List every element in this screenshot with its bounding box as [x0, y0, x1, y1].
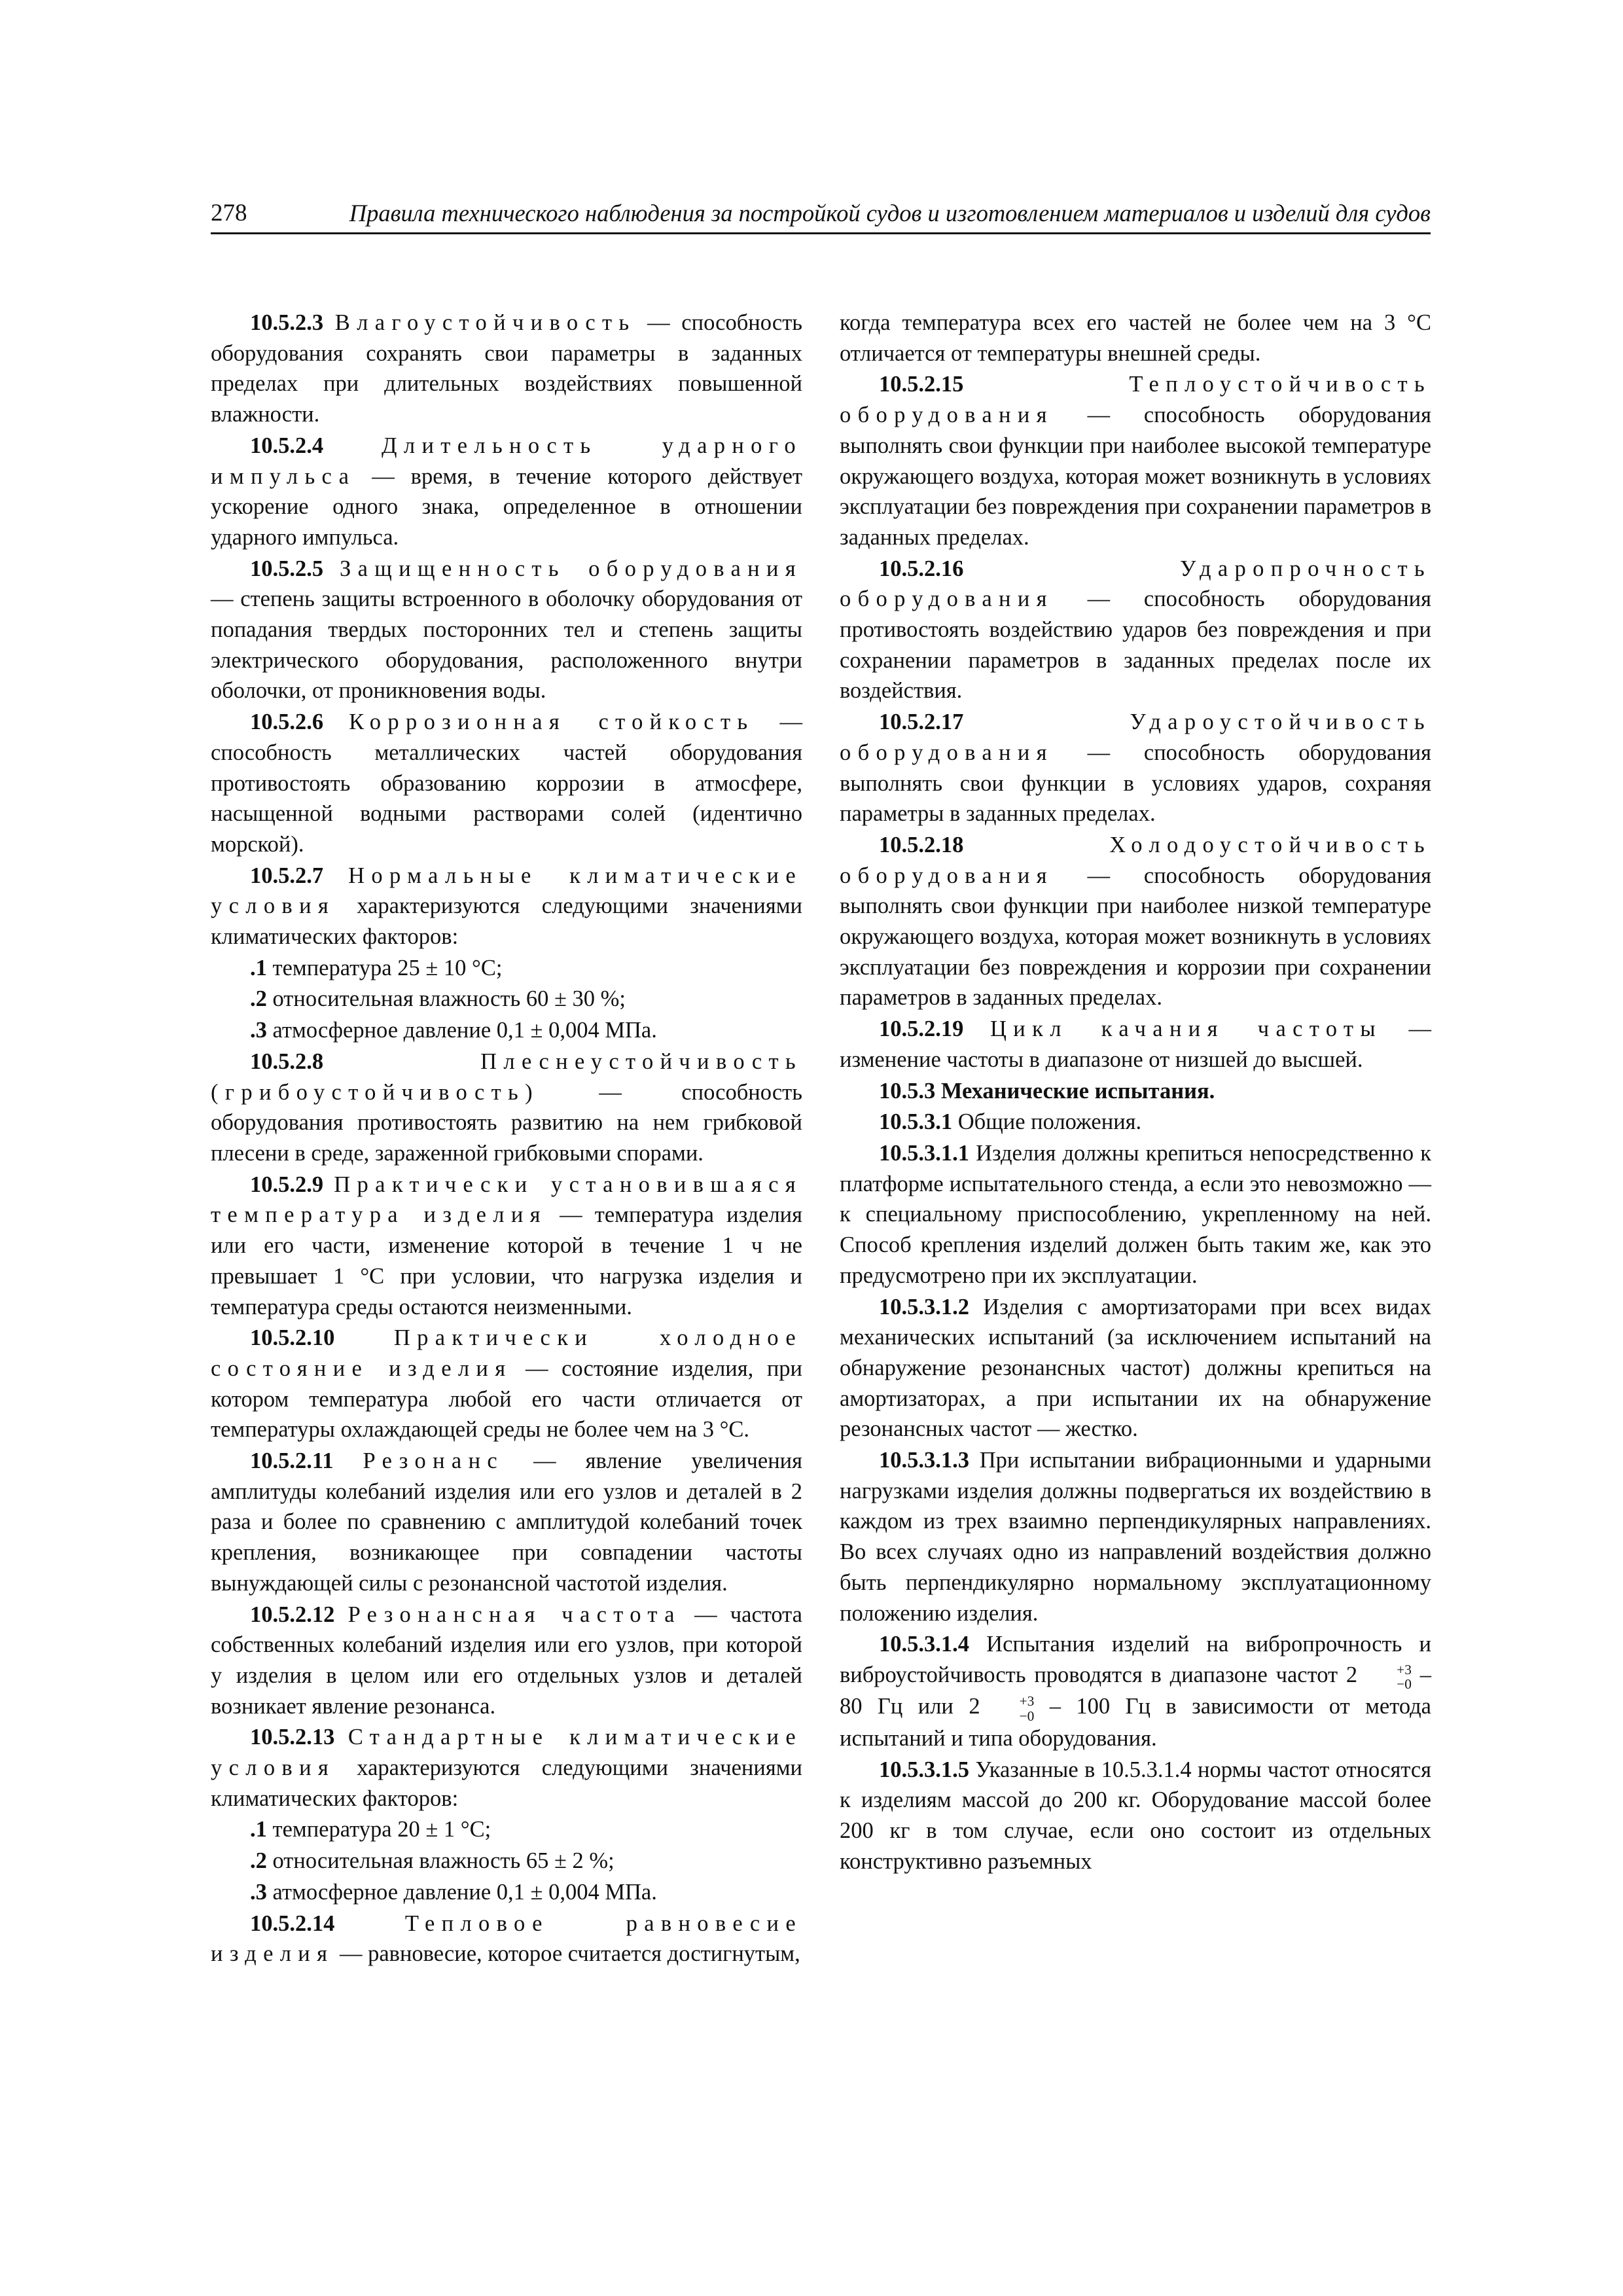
clause-number: 10.5.2.11 — [250, 1448, 334, 1474]
paragraph — [840, 1014, 1431, 1075]
defined-term: Стандартные климатические условия — [211, 1725, 802, 1781]
clause-text: — способность оборудования сохранять свои параметры в заданных пределах при длительных воздействиях повышенной влажности. — [211, 310, 802, 427]
section-heading: 10.5.3 Механические испытания. — [879, 1078, 1215, 1103]
clause-number: 10.5.2.5 — [250, 556, 324, 581]
right-column — [840, 308, 1431, 1878]
formula-upper: +3 — [1019, 1693, 1035, 1710]
clause-text: Испытания изделий на вибропрочность и виброустойчивость проводятся в диапазоне частот — [840, 1632, 1431, 1687]
clause-number: 10.5.2.3 — [250, 310, 324, 335]
paragraph — [211, 707, 802, 860]
clause-number: .2 — [250, 1848, 267, 1874]
clause-number: 10.5.2.16 — [879, 556, 964, 581]
clause-text: — способность металлических частей оборудования противостоять образованию коррозии в атмосфере, насыщенной водными растворами солей (идентично морской). — [211, 709, 802, 857]
clause-number: 10.5.3.1.3 — [879, 1448, 969, 1473]
clause-number: .1 — [250, 955, 267, 980]
page-header — [211, 196, 1431, 236]
clause-text: — способность оборудования противостоять воздействию ударов без повреждения и при сохранении параметров в заданных пределах после их воздействия. — [840, 586, 1431, 704]
paragraph — [840, 369, 1431, 552]
formula-lower: −0 — [1019, 1708, 1035, 1724]
paragraph — [211, 1877, 802, 1908]
formula-text: – 80 Гц или — [840, 1662, 1432, 1719]
formula-base: 2 — [969, 1694, 980, 1719]
header-rule — [211, 232, 1431, 234]
clause-number: 10.5.2.18 — [879, 832, 964, 857]
clause-text: когда температура всех его частей не более чем на 3 °С отличается от температуры внешней среды. — [840, 310, 1431, 366]
running-title: Правила технического наблюдения за постройкой судов и изготовлением материалов и изделий для судов — [349, 200, 1431, 226]
formula-upper: +3 — [1397, 1661, 1412, 1677]
defined-term: Плеснеустойчивость (грибоустойчивость) — [211, 1049, 802, 1105]
clause-text: — состояние изделия, при котором температура любой его части отличается от температуры охлаждающей среды не более чем на 3 °С. — [211, 1355, 802, 1443]
clause-text: Общие положения. — [952, 1109, 1142, 1135]
defined-term: Цикл качания частоты — [990, 1016, 1382, 1042]
formula-text: – 100 Гц в зависимости от метода испытаний и типа оборудования. — [840, 1694, 1431, 1751]
paragraph — [840, 1138, 1431, 1291]
defined-term: Влагоустойчивость — [334, 310, 636, 335]
clause-number: 10.5.2.6 — [250, 709, 324, 735]
left-column — [211, 308, 802, 1970]
clause-number: .3 — [250, 1018, 267, 1043]
paragraph — [840, 830, 1431, 1013]
paragraph — [211, 984, 802, 1014]
paragraph — [211, 1047, 802, 1169]
paragraph — [211, 1814, 802, 1845]
clause-number: 10.5.2.9 — [250, 1172, 324, 1197]
formula-limits — [1357, 1662, 1412, 1692]
clause-number: 10.5.2.13 — [250, 1725, 335, 1750]
clause-text: Изделия должны крепиться непосредственно к платформе испытательного стенда, а если это невозможно — к специальному приспособлению, укрепленному на ней. Способ крепления изделий должен быть таким же, как это предусмотрено при их эксплуатации. — [840, 1140, 1431, 1288]
clause-number: 10.5.3.1 — [879, 1109, 953, 1135]
defined-term: Резонансная частота — [348, 1602, 681, 1627]
clause-number: .2 — [250, 986, 267, 1012]
paragraph — [840, 1292, 1431, 1445]
paragraph — [211, 1600, 802, 1722]
clause-text: характеризуются следующими значениями климатических факторов: — [211, 893, 802, 950]
clause-text: — равновесие, которое считается достигнутым, — [334, 1941, 800, 1967]
clause-text: атмосферное давление 0,1 ± 0,004 МПа. — [266, 1879, 657, 1905]
formula-limits — [980, 1694, 1035, 1723]
paragraph — [211, 1909, 802, 1969]
clause-number: 10.5.3.1.1 — [879, 1140, 969, 1166]
clause-text: — температура изделия или его части, изменение которой в течение 1 ч не превышает 1 °С при условии, что нагрузка изделия и температура среды остаются неизменными. — [211, 1202, 802, 1319]
paragraph — [211, 308, 802, 430]
clause-text: температура 20 ± 1 °С; — [266, 1817, 491, 1842]
clause-number: 10.5.2.10 — [250, 1325, 335, 1351]
clause-text: — способность оборудования выполнять свои функции при наиболее низкой температуре окружающего воздуха, которая может возникнуть в условиях эксплуатации без повреждения и коррозии при сохранении параметров в заданных пределах. — [840, 863, 1431, 1011]
clause-number: 10.5.3.1.5 — [879, 1757, 969, 1782]
clause-number: .1 — [250, 1817, 267, 1842]
clause-text: Изделия с амортизаторами при всех видах механических испытаний (за исключением испытаний на обнаружение резонансных частот) должны крепиться на амортизаторах, а при испытании их на обнаружение резонансных частот — жестко. — [840, 1294, 1431, 1442]
paragraph — [840, 1755, 1431, 1877]
paragraph — [211, 953, 802, 984]
clause-text: — изменение частоты в диапазоне от низшей до высшей. — [840, 1016, 1432, 1072]
clause-number: 10.5.2.14 — [250, 1910, 335, 1936]
defined-term: Удароустойчивость оборудования — [840, 709, 1431, 765]
paragraph — [840, 1445, 1431, 1628]
clause-text: — способность оборудования выполнять свои функции при наиболее высокой температуре окружающего воздуха, которая может возникнуть в условиях эксплуатации без повреждения при сохранении параметров в заданных пределах. — [840, 403, 1431, 550]
clause-number: 10.5.2.19 — [879, 1016, 964, 1042]
clause-number: .3 — [250, 1879, 267, 1905]
defined-term: Тепловое равновесие изделия — [211, 1910, 803, 1967]
defined-term: Ударопрочность оборудования — [840, 556, 1431, 612]
clause-number: 10.5.2.17 — [879, 709, 964, 735]
clause-number: 10.5.2.4 — [250, 433, 324, 458]
formula-lower: −0 — [1397, 1676, 1412, 1693]
paragraph — [840, 308, 1431, 368]
paragraph — [840, 1629, 1431, 1753]
paragraph — [211, 1446, 802, 1599]
clause-text: температура 25 ± 10 °С; — [266, 955, 503, 980]
clause-text: Указанные в 10.5.3.1.4 нормы частот относятся к изделиям массой до 200 кг. Оборудование массой более 200 кг в том случае, если оно состоит из отдельных конструктивно разъемных — [840, 1757, 1431, 1874]
defined-term: Практически установившаяся температура изделия — [211, 1172, 803, 1228]
defined-term: Длительность ударного импульса — [211, 433, 803, 489]
paragraph — [211, 554, 802, 707]
defined-term: Теплоустойчивость оборудования — [840, 372, 1431, 428]
clause-text: — способность оборудования противостоять развитию на нем грибковой плесени в среде, зараженной грибковыми спорами. — [211, 1079, 802, 1166]
defined-term: Коррозионная стойкость — [349, 709, 755, 735]
paragraph — [211, 1323, 802, 1445]
clause-number: 10.5.3.1.4 — [879, 1632, 969, 1657]
clause-text: — способность оборудования выполнять свои функции в условиях ударов, сохраняя параметры в заданных пределах. — [840, 740, 1431, 827]
clause-number: 10.5.2.8 — [250, 1049, 324, 1074]
formula-base: 2 — [1346, 1662, 1358, 1687]
page-number: 278 — [211, 200, 247, 226]
paragraph — [211, 1722, 802, 1814]
clause-text: — явление увеличения амплитуды колебаний изделия или его узлов и деталей в 2 раза и более по сравнению с амплитудой колебаний точек крепления, возникающее при совпадении частоты вынуждающей силы с резонансной частотой изделия. — [211, 1448, 802, 1596]
clause-text: характеризуются следующими значениями климатических факторов: — [211, 1755, 802, 1811]
clause-number: 10.5.2.15 — [879, 372, 964, 397]
clause-number: 10.5.3.1.2 — [879, 1294, 969, 1319]
paragraph — [840, 1107, 1431, 1138]
clause-text: — время, в течение которого действует ускорение одного знака, определенное в отношении ударного импульса. — [211, 463, 802, 550]
paragraph — [840, 1076, 1431, 1107]
clause-text: При испытании вибрационными и ударными нагрузками изделия должны подвергаться их воздействию в каждом из трех взаимно перпендикулярных направлениях. Во всех случаях одно из направлений воздействия должно быть перпендикулярно нормальному эксплуатационному положению изделия. — [840, 1448, 1431, 1626]
paragraph — [211, 861, 802, 952]
defined-term: Защищенность оборудования — [340, 556, 802, 581]
paragraph — [211, 1846, 802, 1876]
paragraph — [211, 431, 802, 553]
clause-text: относительная влажность 65 ± 2 %; — [266, 1848, 615, 1874]
defined-term: Резонанс — [363, 1448, 505, 1474]
paragraph — [840, 707, 1431, 829]
paragraph — [840, 554, 1431, 707]
clause-text: относительная влажность 60 ± 30 %; — [266, 986, 626, 1012]
defined-term: Нормальные климатические условия — [211, 863, 802, 919]
paragraph — [211, 1015, 802, 1046]
defined-term: Практически холодное состояние изделия — [211, 1325, 802, 1381]
clause-number: 10.5.2.7 — [250, 863, 324, 888]
clause-number: 10.5.2.12 — [250, 1602, 335, 1627]
clause-text: атмосферное давление 0,1 ± 0,004 МПа. — [266, 1018, 657, 1043]
defined-term: Холодоустойчивость оборудования — [840, 832, 1431, 888]
paragraph — [211, 1170, 802, 1323]
clause-text: — степень защиты встроенного в оболочку оборудования от попадания твердых посторонних тел и степень защиты электрического оборудования, расположенного внутри оболочки, от проникновения воды. — [211, 586, 802, 704]
clause-text: — частота собственных колебаний изделия или его узлов, при которой у изделия в целом или его отдельных узлов и деталей возникает явление резонанса. — [211, 1602, 802, 1719]
